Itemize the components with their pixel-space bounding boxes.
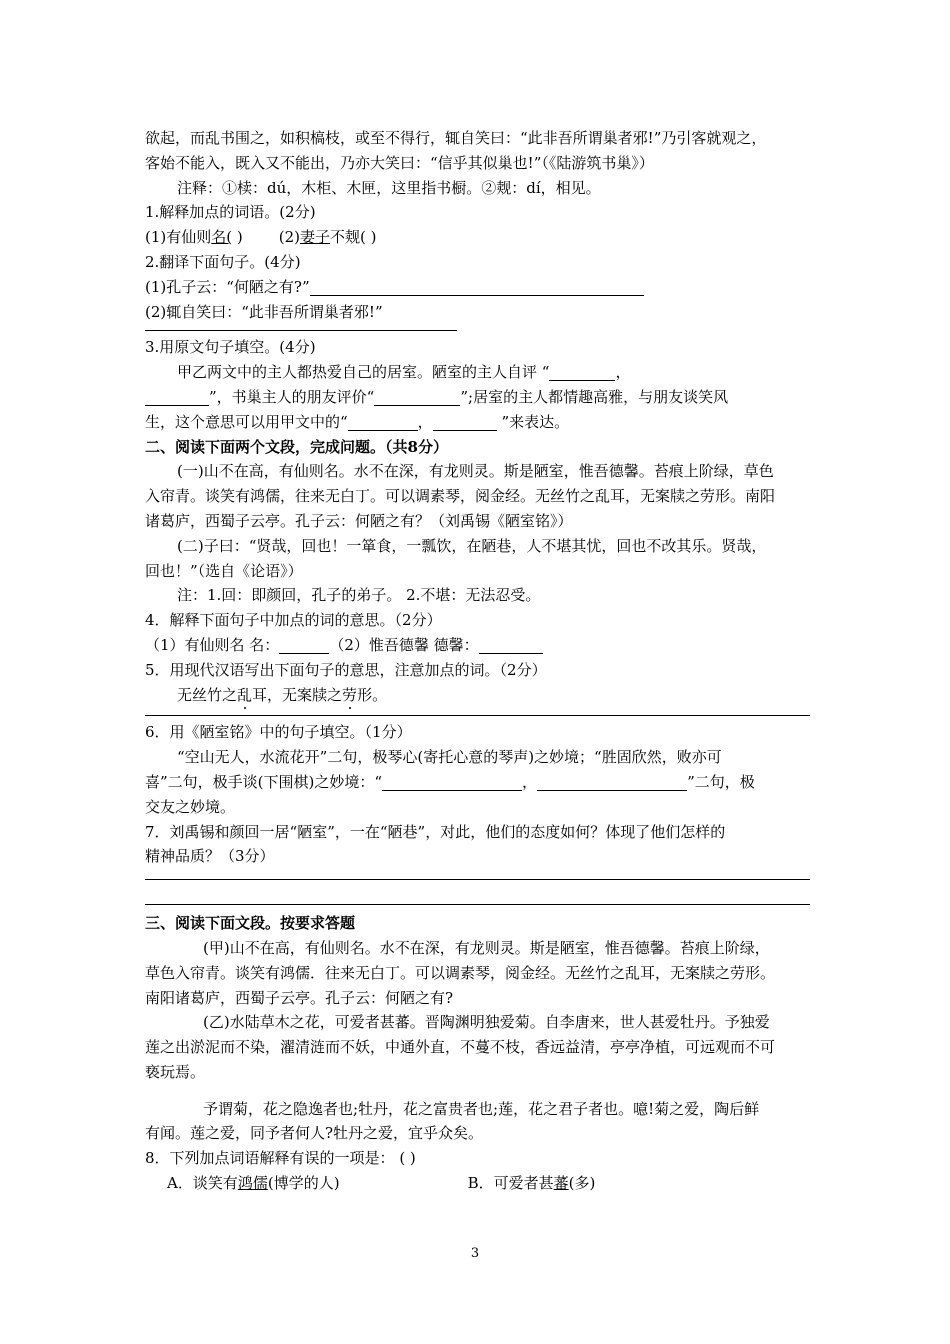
answer-blank[interactable] [382,774,522,791]
dotted-word: 名( [211,228,233,247]
section-heading-2: 二、阅读下面两个文段，完成问题。（共8分） [145,437,448,456]
dotted-word: 乱 [237,685,253,704]
answer-blank[interactable] [279,637,329,654]
question-6-line: 交友之妙境。 [145,797,236,816]
question-7: 精神品质？（3分） [145,847,275,866]
dotted-word: 鸿儒 [237,1174,268,1193]
dotted-word: 劳 [342,685,358,704]
question-2: 2.翻译下面句子。(4分) [145,252,301,271]
answer-blank[interactable] [374,389,460,406]
question-5: 5．用现代汉语写出下面句子的意思，注意加点的词。（2分） [145,660,547,679]
passage-line: (甲)山不在高，有仙则名。水不在深，有龙则灵。斯是陋室，惟吾德馨。苔痕上阶绿， [203,938,770,957]
answer-blank[interactable] [433,414,497,431]
question-6-line: 喜”二句，极手谈(下围棋)之妙境：“ ， ”二句，极 [145,772,755,791]
section-heading-3: 三、阅读下面文段。按要求答题 [145,914,356,933]
passage-line: 有闻。莲之爱，同予者何人?牡丹之爱，宜乎众矣。 [145,1124,484,1143]
answer-blank[interactable] [348,414,418,431]
document-page [145,126,810,1196]
question-6-line: “空山无人，水流花开”二句，极琴心(寄托心意的琴声)之妙境；“胜固欣然，败亦可 [177,748,722,767]
text-line: 客始不能入，既入又不能出，乃亦大笑曰：“信乎其似巢也!”（《陆游筑书巢》） [145,153,654,172]
question-8-options [145,1171,810,1196]
question-1-items: (1)有仙则名( ) (2)妻子不觌( ) [145,228,377,247]
annotation-note: 注释：①椟：dú，木柜、木匣，这里指书橱。②觌：dí，相见。 [177,178,601,197]
question-7: 7．刘禹锡和颜回一居“陋室”，一在“陋巷”，对此，他们的态度如何？体现了他们怎样的 [145,822,726,841]
answer-blank[interactable] [310,279,644,296]
question-4-items: （1）有仙则名 名： （2）惟吾德馨 德馨： [145,633,810,658]
page-number: 3 [470,1246,480,1261]
passage-line: 南阳诸葛庐，西蜀子云亭。孔子云：何陋之有? [145,988,454,1007]
passage-line: 入帘青。谈笑有鸿儒，往来无白丁。可以调素琴，阅金经。无丝竹之乱耳，无案牍之劳形。南阳 [145,487,776,506]
passage-line: 回也！”（选自《论语》） [145,561,303,580]
answer-line[interactable] [145,879,810,880]
answer-line[interactable] [145,715,810,716]
passage-line: 草色入帘青。谈笑有鸿儒．往来无白丁。可以调素琴，阅金经。无丝竹之乱耳，无案牍之劳形。 [145,963,776,982]
passage-line: (乙)水陆草木之花，可爱者甚蕃。晋陶渊明独爱菊。自李唐来，世人甚爱牡丹。予独爱 [203,1013,770,1032]
passage-line: 诸葛庐，西蜀子云亭。孔子云：何陋之有？（刘禹锡《陋室铭》） [145,511,573,530]
question-5-sentence: 无丝竹之乱耳，无案牍之劳形。 [177,685,388,704]
option-a[interactable]: A．谈笑有鸿儒(博学的人) [167,1174,340,1193]
text-line: 欲起，而乱书围之，如积槁枝，或至不得行，辄自笑曰：“此非吾所谓巢者邪!”乃引客就观之， [145,129,767,147]
answer-blank[interactable] [145,389,209,406]
question-3: 3.用原文句子填空。(4分) [145,338,316,357]
annotation-note: 注：1.回：即颜回，孔子的弟子。 2.不堪：无法忍受。 [177,586,541,605]
answer-blank[interactable] [549,364,615,381]
answer-line[interactable] [145,330,457,331]
option-b[interactable]: B．可爱者甚蕃(多) [467,1174,596,1193]
answer-line[interactable] [145,904,810,905]
question-2b: (2)辄自笑曰：“此非吾所谓巢者邪!” [145,302,383,321]
question-4: 4．解释下面句子中加点的词的意思。（2分） [145,611,442,630]
dotted-word: 蕃 [553,1174,569,1193]
passage-line: 予谓菊，花之隐逸者也;牡丹，花之富贵者也;莲，花之君子者也。噫!菊之爱，陶后鲜 [203,1099,760,1118]
question-3-line: ”，书巢主人的朋友评价“ ”;居室的主人都情趣高雅，与朋友谈笑风 [145,385,810,410]
question-3-line: 生，这个意思可以用甲文中的“ ， ”来表达。 [145,412,570,431]
passage-line: (一)山不在高，有仙则名。水不在深，有龙则灵。斯是陋室，惟吾德馨。苔痕上阶绿，草色 [177,462,774,481]
answer-blank[interactable] [479,637,543,654]
question-3-line: 甲乙两文中的主人都热爱自己的居室。陋室的主人自评 “ ， [177,363,631,382]
question-1: 1.解释加点的词语。(2分) [145,203,316,222]
question-8: 8．下列加点词语解释有误的一项是： ( ) [145,1149,416,1168]
passage-line: 亵玩焉。 [145,1062,206,1081]
answer-blank[interactable] [537,774,687,791]
question-6: 6．用《陋室铭》中的句子填空。（1分） [145,723,412,742]
question-2a: (1)孔子云：“何陋之有?” [145,275,810,300]
passage-line: 莲之出淤泥而不染，濯清涟而不妖，中通外直，不蔓不枝，香远益清，亭亭净植，可远观而不可 [145,1038,776,1057]
passage-line: (二)子曰：“贤哉，回也！一箪食，一瓢饮，在陋巷，人不堪其忧，回也不改其乐。贤哉， [177,536,767,555]
dotted-word: 妻子 [299,228,330,247]
